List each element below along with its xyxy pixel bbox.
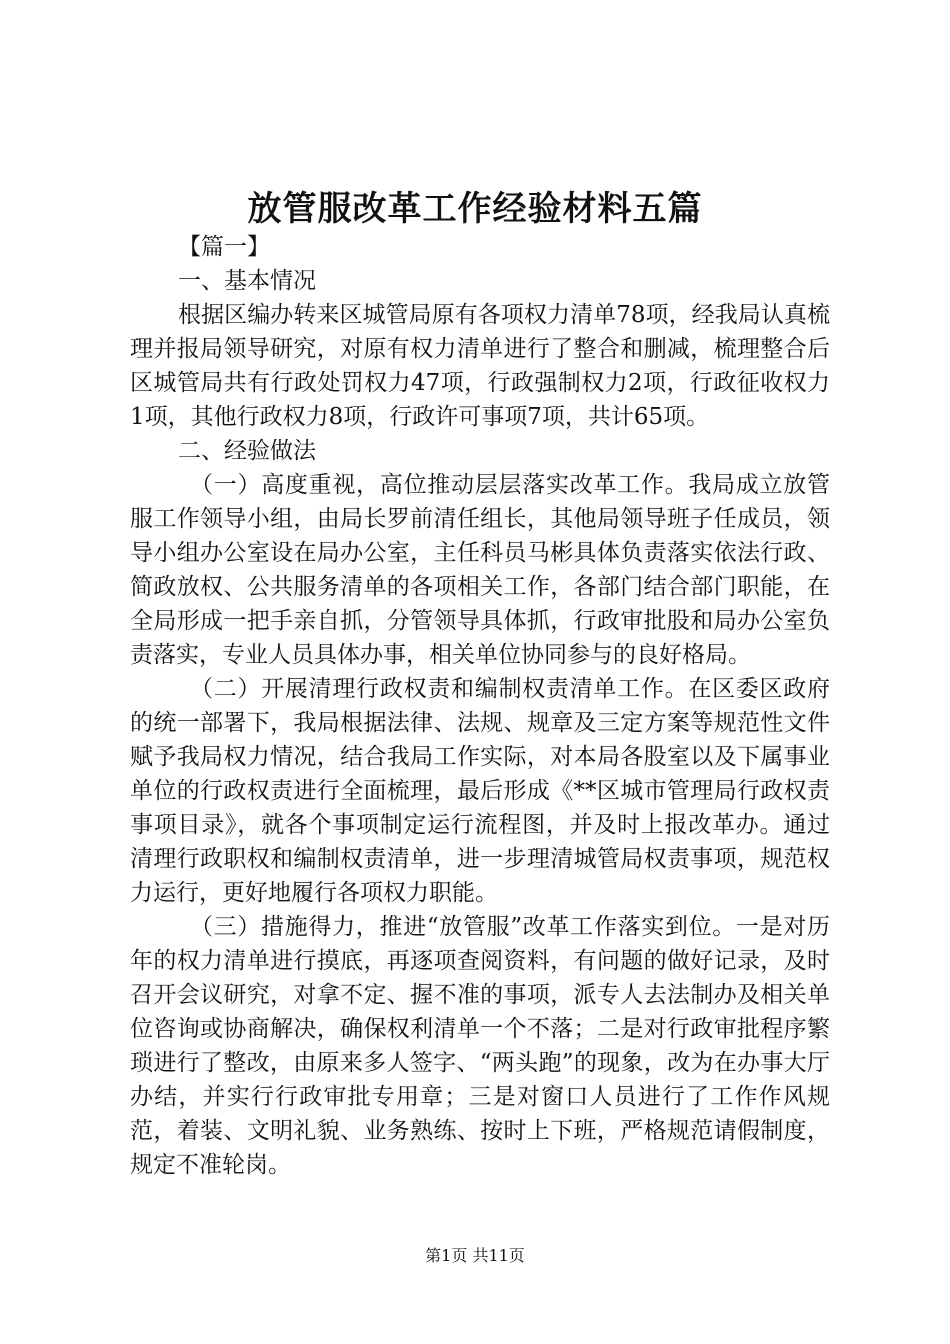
document-title: 放管服改革工作经验材料五篇	[247, 189, 703, 229]
page-footer: 第1页 共11页	[425, 1246, 525, 1265]
document-body	[130, 230, 830, 1182]
section-heading-experience: 二、经验做法	[178, 438, 316, 464]
paragraph-experience-2: （二）开展清理行政权责和编制权责清单工作。在区委区政府的统一部署下，我局根据法律、法规、规章及三定方案等规范性文件赋予我局权力情况，结合我局工作实际，对本局各股室以及下属事业单位的行政权责进行全面梳理，最后形成《**区城市管理局行政权责事项目录》，就各个事项制定运行流程图，并及时上报改革办。通过清理行政职权和编制权责清单，进一步理清城管局权责事项，规范权力运行，更好地履行各项权力职能。	[130, 676, 830, 906]
section-label: 【篇一】	[178, 234, 270, 260]
section-heading-basic-situation: 一、基本情况	[178, 268, 316, 294]
paragraph-experience-3: （三）措施得力，推进“放管服”改革工作落实到位。一是对历年的权力清单进行摸底，再逐项查阅资料，有问题的做好记录，及时召开会议研究，对拿不定、握不准的事项，派专人去法制办及相关单位咨询或协商解决，确保权利清单一个不落；二是对行政审批程序繁琐进行了整改，由原来多人签字、“两头跑”的现象，改为在办事大厅办结，并实行行政审批专用章；三是对窗口人员进行了工作作风规范，着装、文明礼貌、业务熟练、按时上下班，严格规范请假制度，规定不准轮岗。	[130, 914, 830, 1178]
paragraph-basic-situation: 根据区编办转来区城管局原有各项权力清单78项，经我局认真梳理并报局领导研究，对原有权力清单进行了整合和删减，梳理整合后区城管局共有行政处罚权力47项，行政强制权力2项，行政征收权力1项，其他行政权力8项，行政许可事项7项，共计65项。	[130, 302, 830, 430]
paragraph-experience-1: （一）高度重视，高位推动层层落实改革工作。我局成立放管服工作领导小组，由局长罗前清任组长，其他局领导班子任成员，领导小组办公室设在局办公室，主任科员马彬具体负责落实依法行政、简政放权、公共服务清单的各项相关工作，各部门结合部门职能，在全局形成一把手亲自抓，分管领导具体抓，行政审批股和局办公室负责落实，专业人员具体办事，相关单位协同参与的良好格局。	[130, 472, 830, 668]
